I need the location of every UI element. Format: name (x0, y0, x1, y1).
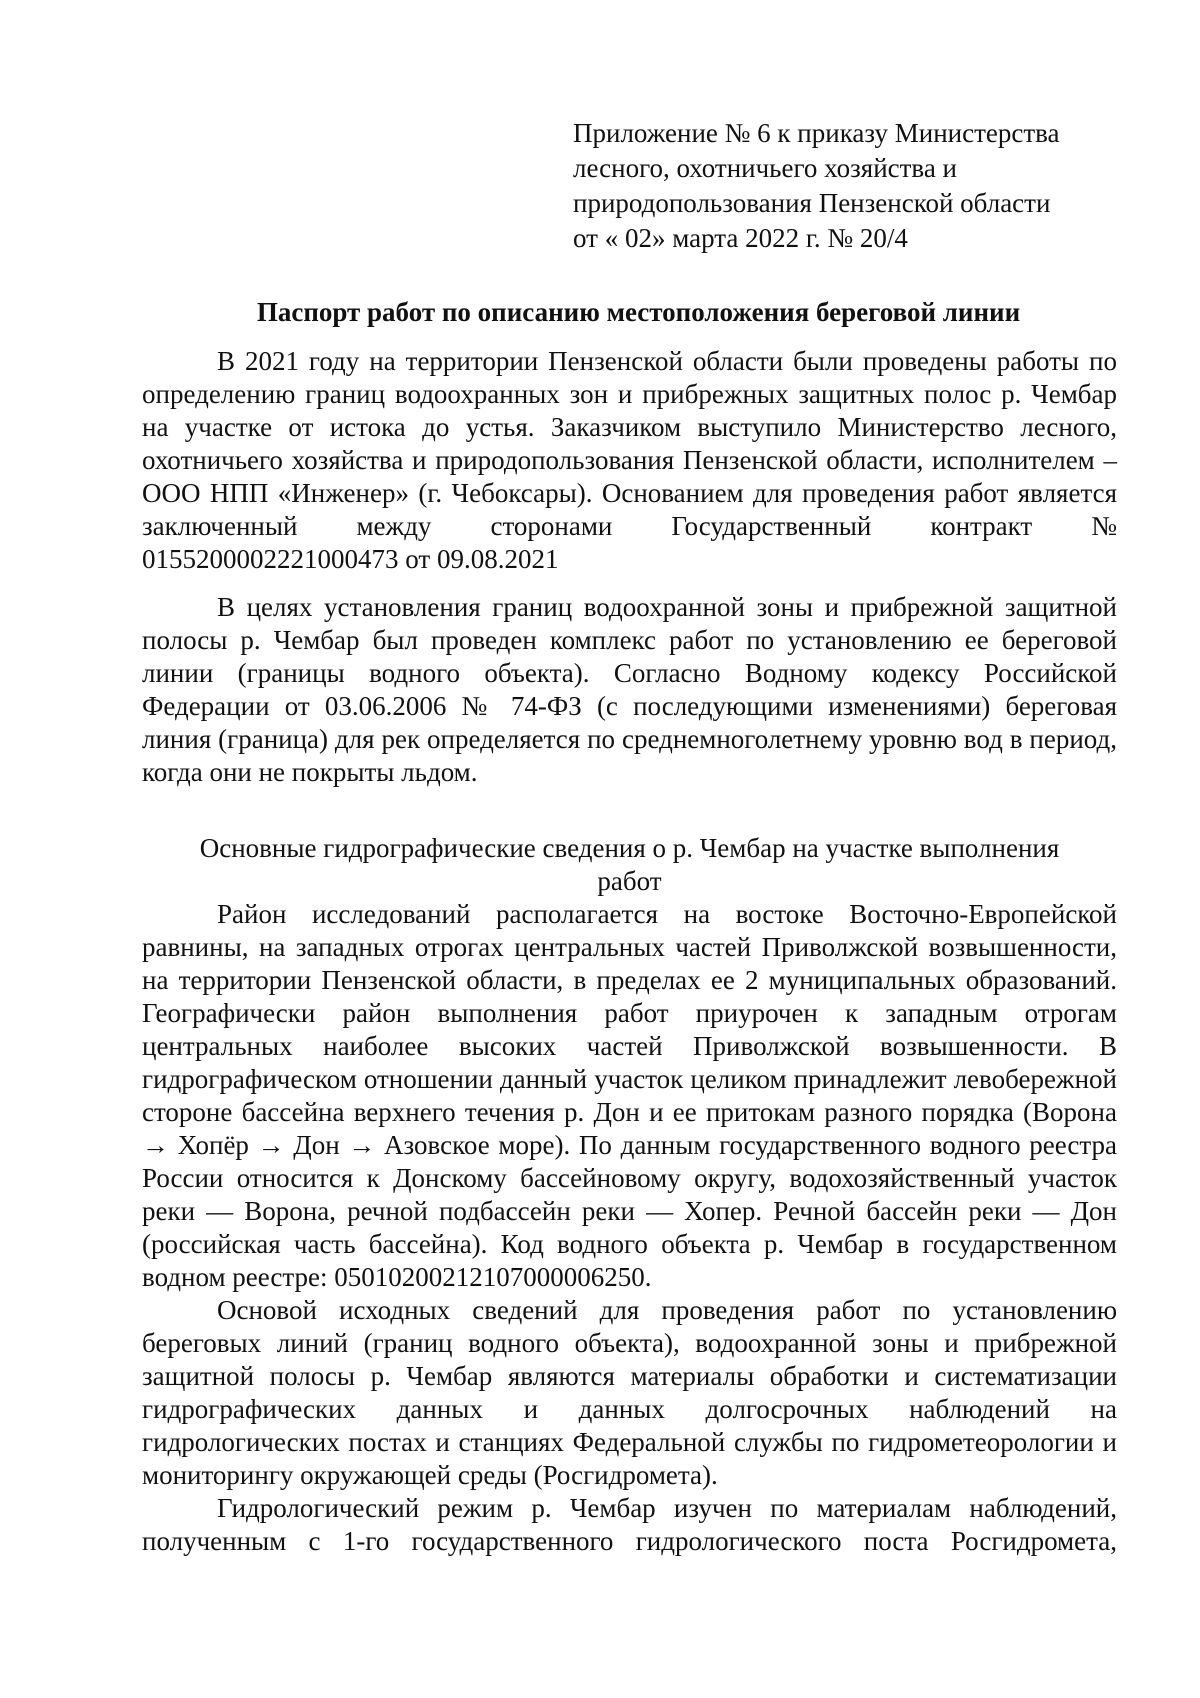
paragraph-sources: Основой исходных сведений для проведения работ по установлению береговых линий (границ водного объекта), водоохранной зоны и прибрежной защитной полосы р. Чембар являются материалы обработки и систематизации гидрографических данных и данных долгосрочных наблюдений на гидрологических постах и станциях Федеральной службы по гидрометеорологии и мониторингу окружающей среды (Росгидромета). (142, 1295, 1117, 1490)
appendix-line: природопользования Пензенской области (573, 188, 1051, 218)
paragraph-regime: Гидрологический режим р. Чембар изучен по материалам наблюдений, полученным с 1-го государственного гидрологического поста Росгидромета, (142, 1493, 1117, 1556)
document-body (142, 296, 1117, 1558)
appendix-line: Приложение № 6 к приказу Министерства (573, 118, 1060, 148)
appendix-line: лесного, охотничьего хозяйства и (573, 153, 957, 183)
paragraph-intro: В 2021 году на территории Пензенской области были проведены работы по определению границ водоохранных зон и прибрежных защитных полос р. Чембар на участке от истока до устья. Заказчиком выступило Министерство лесного, охотничьего хозяйства и природопользования Пензенской области, исполнителем – ООО НПП «Инженер» (г. Чебоксары). Основанием для проведения работ является заключенный между сторонами Государственный контракт № 0155200002221000473 от 09.08.2021 (142, 346, 1117, 574)
appendix-header (573, 116, 1113, 256)
paragraph-region: Район исследований располагается на востоке Восточно-Европейской равнины, на западных отрогах центральных частей Приволжской возвышенности, на территории Пензенской области, в пределах ее 2 муниципальных образований. Географически район выполнения работ приурочен к западным отрогам центральных наиболее высоких частей Приволжской возвышенности. В гидрографическом отношении данный участок целиком принадлежит левобережной стороне бассейна верхнего течения р. Дон и ее притокам разного порядка (Ворона → Хопёр → Дон → Азовское море). По данным государственного водного реестра России относится к Донскому бассейновому округу, водохозяйственный участок реки — Ворона, речной подбассейн реки — Хопер. Речной бассейн реки — Дон (российская часть бассейна). Код водного объекта р. Чембар в государственном водном реестре: 05010200212107000006250. (142, 899, 1117, 1292)
appendix-line: от « 02» марта 2022 г. № 20/4 (573, 223, 908, 253)
document-title: Паспорт работ по описанию местоположения береговой линии (256, 297, 1021, 327)
paragraph-boundary: В целях установления границ водоохранной зоны и прибрежной защитной полосы р. Чембар был проведен комплекс работ по установлению ее береговой линии (границы водного объекта). Согласно Водному кодексу Российской Федерации от 03.06.2006 № 74-ФЗ (с последующими изменениями) береговая линия (граница) для рек определяется по среднемноголетнему уровню вод в период, когда они не покрыты льдом. (142, 592, 1117, 787)
section-subtitle: Основные гидрографические сведения о р. Чембар на участке выполнения работ (199, 833, 1060, 896)
